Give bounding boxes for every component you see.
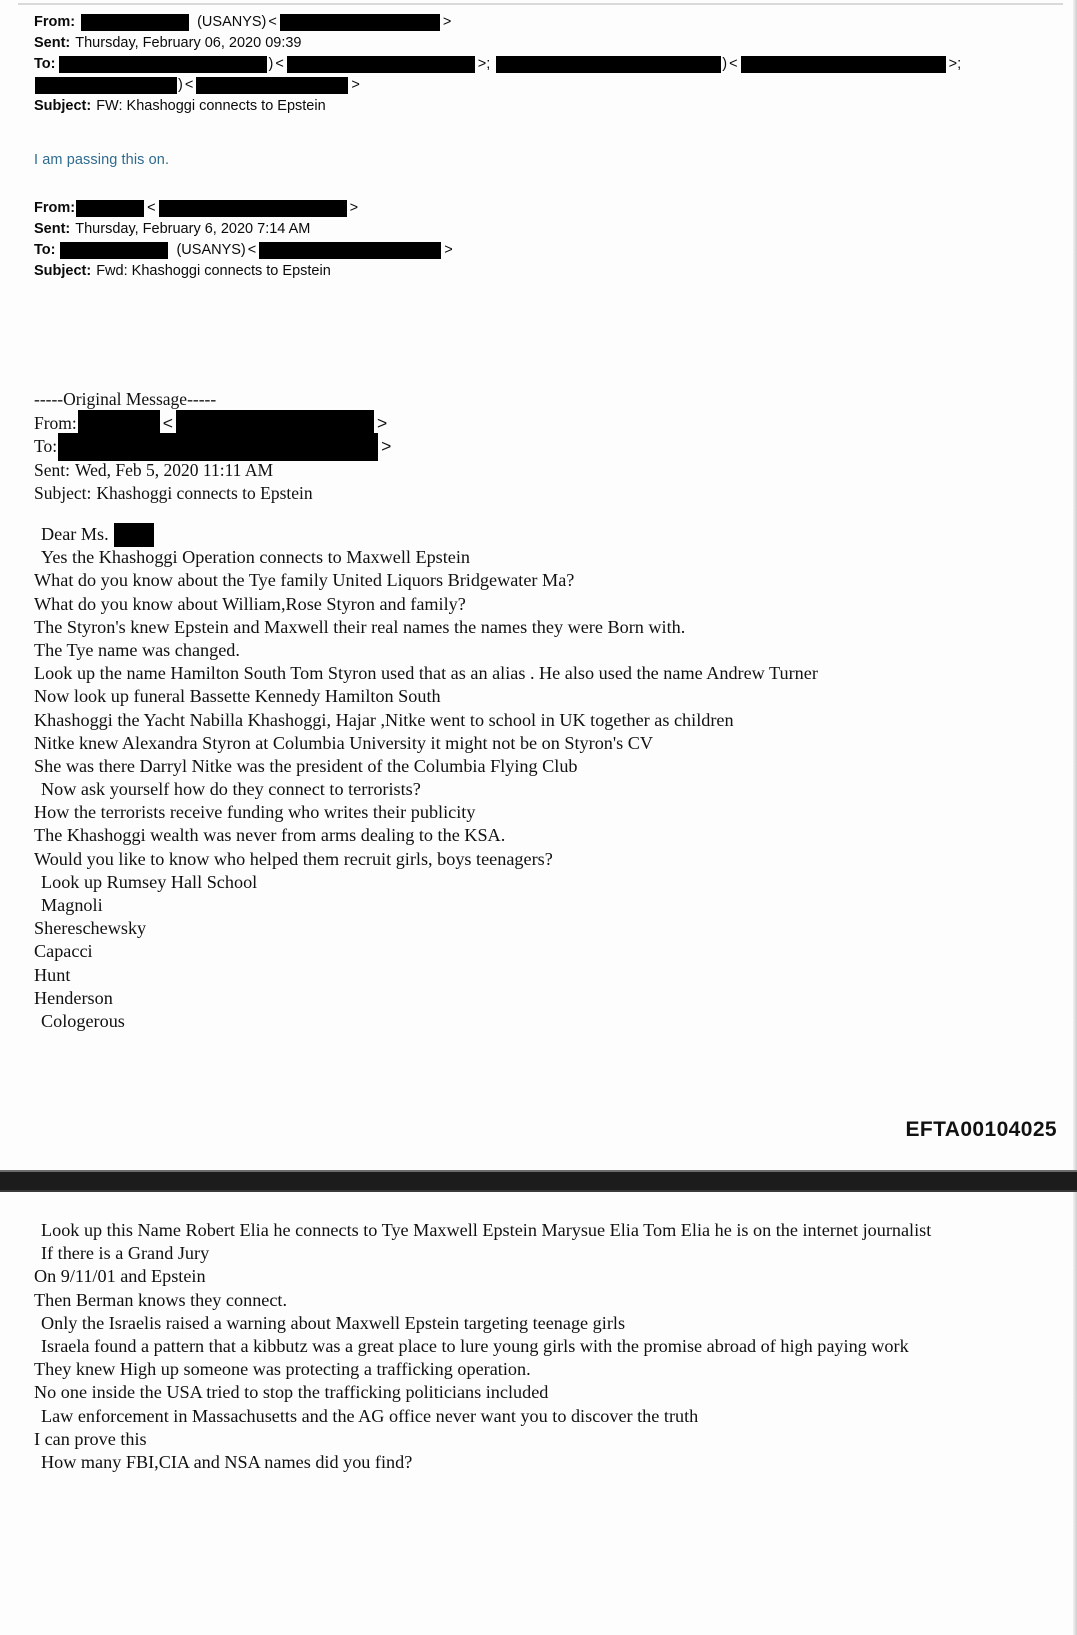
body-line: On 9/11/01 and Epstein <box>34 1266 206 1287</box>
header-row-subject <box>34 96 961 117</box>
body-line: No one inside the USA tried to stop the trafficking politicians included <box>34 1382 549 1403</box>
body-line: Law enforcement in Massachusetts and the AG office never want you to discover the truth <box>41 1405 699 1426</box>
subject-value: Khashoggi connects to Epstein <box>96 483 313 503</box>
body-line: Capacci <box>34 941 93 962</box>
body-line: Israela found a pattern that a kibbutz was a great place to lure young girls with the promise abroad of high paying work <box>41 1335 909 1356</box>
to-label: To: <box>34 436 58 456</box>
email-header-outer <box>34 12 961 117</box>
header-row-sent <box>34 33 961 54</box>
body-line: Now look up funeral Bassette Kennedy Hamilton South <box>34 686 441 707</box>
subject-value: FW: Khashoggi connects to Epstein <box>96 98 326 114</box>
angle-close: > <box>377 412 388 433</box>
angle-open: < <box>268 14 277 30</box>
sent-value: Thursday, February 6, 2020 7:14 AM <box>75 221 311 237</box>
body-line: What do you know about the Tye family United Liquors Bridgewater Ma? <box>34 570 575 591</box>
body-line: Would you like to know who helped them recruit girls, boys teenagers? <box>34 848 553 869</box>
redacted-email <box>280 14 440 31</box>
email-header-inner <box>34 198 455 282</box>
body-salutation-row <box>34 523 1034 546</box>
page-separator-band <box>0 1170 1077 1192</box>
header-row-from <box>34 412 393 436</box>
body-lines-container <box>34 546 1034 1033</box>
body-line: Shereschewsky <box>34 918 147 939</box>
sent-label: Sent: <box>34 35 71 51</box>
from-label: From: <box>34 412 77 433</box>
angle-open: < <box>729 56 738 72</box>
to-label: To: <box>34 56 56 72</box>
header-row-sent <box>34 219 455 240</box>
angle-close: > <box>442 14 452 30</box>
forward-note: I am passing this on. <box>34 152 170 168</box>
document-page-2 <box>0 1192 1077 1635</box>
body-line: What do you know about William,Rose Styron and family? <box>34 593 466 614</box>
body-line: If there is a Grand Jury <box>41 1243 210 1264</box>
bates-number: EFTA00104025 <box>905 1118 1057 1141</box>
header-row-sent <box>34 459 393 483</box>
body-line: Look up Rumsey Hall School <box>41 871 258 892</box>
body-line: They knew High up someone was protecting a trafficking operation. <box>34 1359 531 1380</box>
page-top-rule <box>18 3 1063 5</box>
message-body-page-1 <box>34 523 1034 1033</box>
paren-close: ) <box>268 56 274 72</box>
body-line: Now ask yourself how do they connect to terrorists? <box>41 779 421 800</box>
body-line: Cologerous <box>41 1010 125 1031</box>
body-line: Look up this Name Robert Elia he connects to Tye Maxwell Epstein Marysue Elia Tom Elia he is on the internet journalist <box>41 1220 932 1240</box>
header-row-from <box>34 198 455 219</box>
from-org: (USANYS) <box>197 14 267 30</box>
header-row-subject <box>34 482 393 506</box>
header-row-subject <box>34 261 455 282</box>
body-line: She was there Darryl Nitke was the president of the Columbia Flying Club <box>34 755 578 776</box>
body-line: How many FBI,CIA and NSA names did you find? <box>41 1451 413 1472</box>
redacted-email <box>259 242 441 259</box>
redacted-name <box>81 14 189 31</box>
redacted-recipient <box>35 77 177 94</box>
angle-close: > <box>349 200 359 216</box>
paren-close: ) <box>722 56 728 72</box>
angle-open: < <box>247 242 257 258</box>
body-lines-container <box>34 1219 1009 1474</box>
redacted-recipient <box>58 433 378 461</box>
from-label: From: <box>34 200 76 216</box>
sent-value: Wed, Feb 5, 2020 11:11 AM <box>74 459 274 480</box>
angle-close-semicolon: >; <box>477 56 491 72</box>
angle-close: > <box>381 436 392 456</box>
body-line: Nitke knew Alexandra Styron at Columbia University it might not be on Styron's CV <box>34 732 654 753</box>
body-line: How the terrorists receive funding who writes their publicity <box>34 802 476 823</box>
message-body-page-2 <box>34 1219 1009 1474</box>
angle-close-semicolon: >; <box>948 56 962 72</box>
body-line: Look up the name Hamilton South Tom Styron used that as an alias . He also used the name Andrew Turner <box>34 663 818 684</box>
subject-label: Subject: <box>34 483 92 503</box>
redacted-recipient <box>60 242 168 259</box>
redacted-recipient <box>496 56 721 73</box>
sent-label: Sent: <box>34 459 70 480</box>
body-line: Then Berman knows they connect. <box>34 1289 288 1310</box>
redacted-name <box>114 523 154 547</box>
header-row-from <box>34 12 961 33</box>
page-right-edge-shadow <box>1073 1192 1077 1635</box>
from-label: From: <box>34 14 76 30</box>
to-org: (USANYS) <box>176 242 246 258</box>
redacted-name <box>76 200 144 217</box>
body-line: Magnoli <box>41 895 103 915</box>
to-label: To: <box>34 242 56 258</box>
header-row-to-2 <box>34 75 961 96</box>
angle-open: < <box>184 77 194 93</box>
subject-label: Subject: <box>34 263 92 279</box>
header-row-to <box>34 240 455 261</box>
salutation-text: Dear Ms. <box>41 524 109 544</box>
angle-open: < <box>147 200 156 216</box>
subject-value: Fwd: Khashoggi connects to Epstein <box>96 263 331 279</box>
body-line: The Styron's knew Epstein and Maxwell their real names the names they were Born with. <box>34 616 686 637</box>
original-message-header <box>34 388 393 506</box>
page-right-edge-shadow <box>1073 0 1077 1172</box>
redacted-email <box>159 200 347 217</box>
header-row-to-1 <box>34 54 961 75</box>
sent-label: Sent: <box>34 221 71 237</box>
body-line: The Khashoggi wealth was never from arms dealing to the KSA. <box>34 825 506 846</box>
sent-value: Thursday, February 06, 2020 09:39 <box>75 35 302 51</box>
header-row-to <box>34 435 393 459</box>
angle-open: < <box>162 412 174 433</box>
angle-close: > <box>351 77 360 93</box>
redacted-email <box>741 56 946 73</box>
body-line: Only the Israelis raised a warning about Maxwell Epstein targeting teenage girls <box>41 1312 626 1333</box>
body-line: Hunt <box>34 964 71 985</box>
subject-label: Subject: <box>34 98 92 114</box>
body-line: Yes the Khashoggi Operation connects to Maxwell Epstein <box>41 547 471 568</box>
original-message-divider: -----Original Message----- <box>34 389 217 409</box>
body-line: Khashoggi the Yacht Nabilla Khashoggi, Hajar ,Nitke went to school in UK together as children <box>34 709 734 730</box>
redacted-email <box>287 56 475 73</box>
paren-close: ) <box>178 77 183 93</box>
redacted-email <box>196 77 348 94</box>
angle-open: < <box>275 56 284 72</box>
redacted-recipient <box>59 56 267 73</box>
body-line: Henderson <box>34 987 113 1008</box>
body-line: I can prove this <box>34 1428 147 1449</box>
angle-close: > <box>444 242 453 258</box>
body-line: The Tye name was changed. <box>34 639 240 660</box>
